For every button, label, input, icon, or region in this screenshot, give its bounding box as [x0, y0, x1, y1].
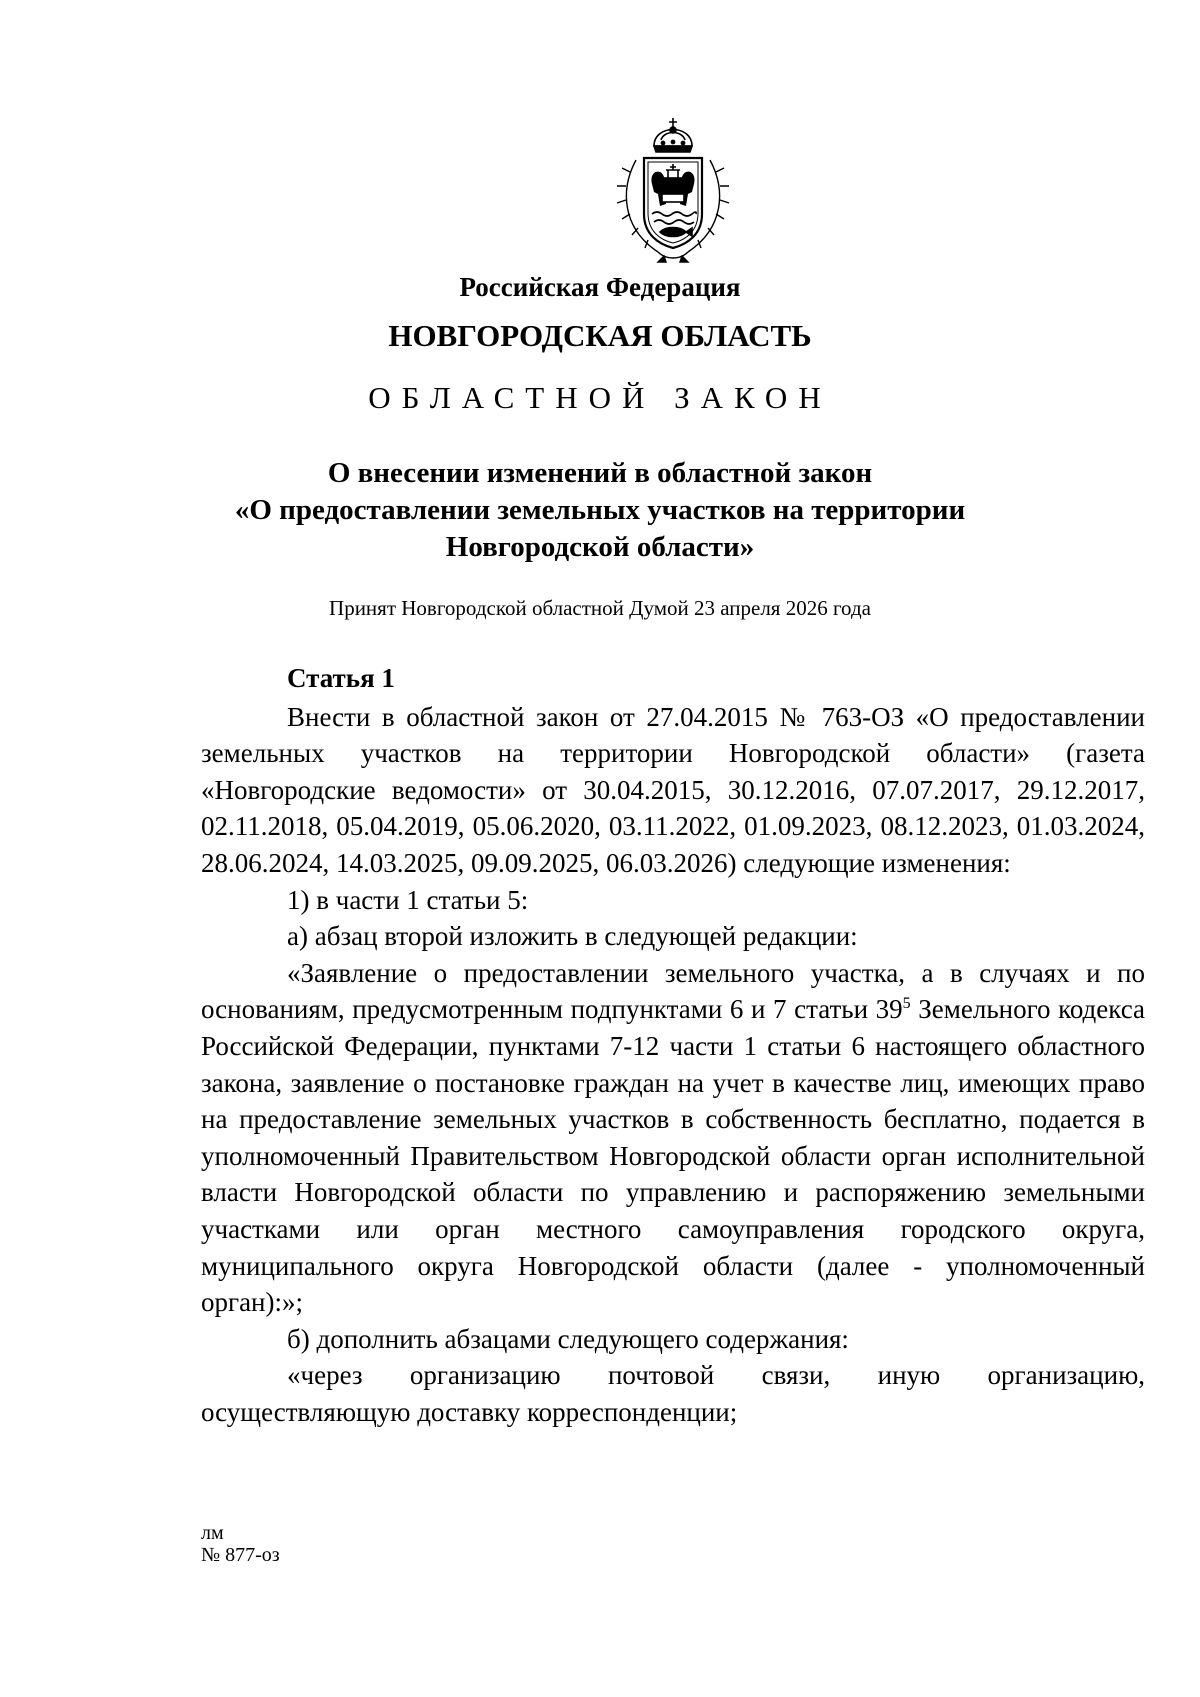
document-type: ОБЛАСТНОЙ ЗАКОН [368, 380, 832, 415]
article-body [201, 660, 1145, 1430]
quoted-text: «Заявление о предоставлении земельного участка, а в случаях и по основаниям, предусмотренным подпунктами 6 и 7 статьи 39 [201, 957, 1145, 1025]
superscript-index: 5 [902, 995, 911, 1013]
law-title-line: Новгородской области» [445, 531, 755, 563]
article-intro-paragraph: Внести в областной закон от 27.04.2015 № 763-ОЗ «О предоставлении земельных участков на территории Новгородской области» (газета «Новгородские ведомости» от 30.04.2015, 30.12.2016, 07.07.2017, 29.12.2017, 02.11.2018, 05.04.2019, 05.06.2020, 03.11.2022, 01.09.2023, 08.12.2023, 01.03.2024, 28.06.2024, 14.03.2025, 09.09.2025, 06.03.2026) следующие изменения: [201, 701, 1145, 878]
item-b-paragraph: б) дополнить абзацами следующего содержания: [287, 1323, 849, 1354]
law-title-line: О внесении изменений в областной закон [327, 457, 873, 489]
footer-initials: лм [201, 1522, 224, 1544]
quoted-paragraph-2: «через организацию почтовой связи, иную организацию, осуществляющую доставку корреспонденции; [201, 1360, 1145, 1427]
region-name: НОВГОРОДСКАЯ ОБЛАСТЬ [388, 318, 812, 353]
item-a-paragraph: а) абзац второй изложить в следующей редакции: [287, 921, 858, 952]
item-1-paragraph: 1) в части 1 статьи 5: [287, 884, 529, 915]
footer-registration [201, 1522, 280, 1566]
quoted-text: Земельного кодекса Российской Федерации, пунктами 7-12 части 1 статьи 6 настоящего областного закона, заявление о постановке граждан на учет в качестве лиц, имеющих право на предоставление земельных участков в собственность бесплатно, подается в уполномоченный Правительством Новгородской области орган исполнительной власти Новгородской области по управлению и распоряжению земельными участками или орган местного самоуправления городского округа, муниципального округа Новгородской области (далее - уполномоченный орган):»; [201, 994, 1146, 1318]
country-name: Российская Федерация [459, 272, 741, 302]
law-title-line: «О предоставлении земельных участков на территории [234, 494, 966, 526]
coat-of-arms-emblem [614, 110, 732, 266]
footer-number: № 877-оз [201, 1544, 280, 1566]
adoption-note: Принят Новгородской областной Думой 23 апреля 2026 года [329, 596, 871, 620]
law-title [0, 455, 1200, 566]
article-heading: Статья 1 [287, 663, 395, 693]
quoted-paragraph [201, 955, 1145, 1321]
